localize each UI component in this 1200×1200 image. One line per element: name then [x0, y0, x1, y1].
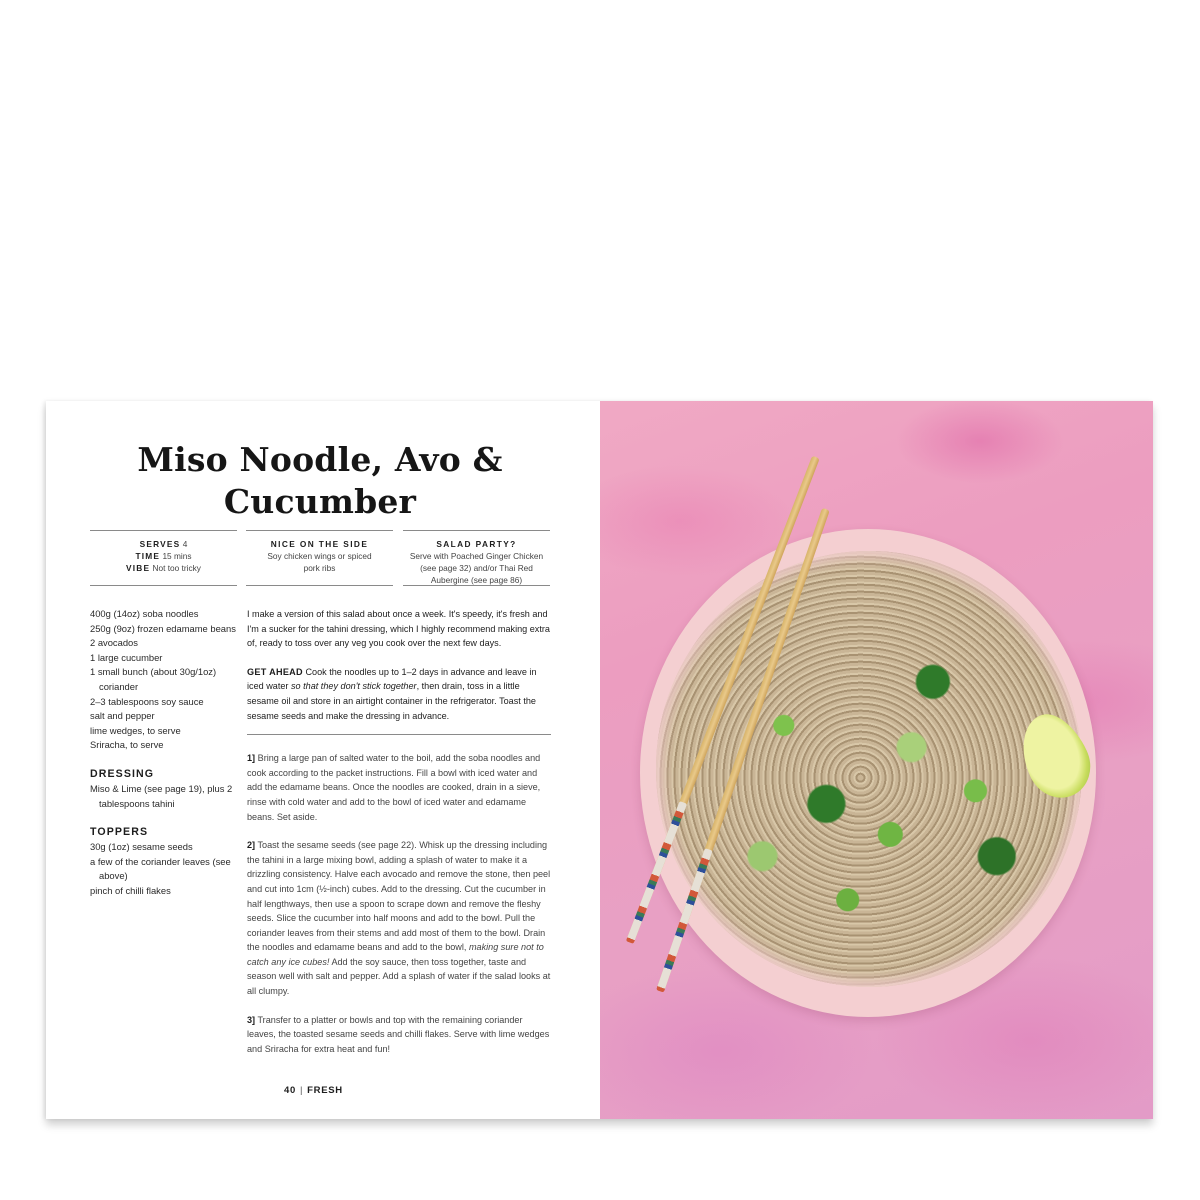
dressing-heading: DRESSING — [90, 767, 155, 780]
side-heading: NICE ON THE SIDE — [270, 539, 369, 549]
toppers-heading: TOPPERS — [90, 826, 149, 839]
intro-paragraph: I make a version of this salad about once a week. It's speedy, it's fresh and I'm a sucker for the tahini dressing, which I highly recommend making extra of, ready to toss over any veg you cook over the next few days. — [247, 609, 550, 649]
get-ahead-paragraph — [247, 665, 551, 723]
page-number: 40 — [284, 1085, 296, 1096]
ingredient-item: lime wedges, to serve — [90, 724, 181, 736]
dressing-item: Miso & Lime (see page 19), plus 2 tablespoons tahini — [90, 782, 233, 809]
vibe-label: VIBE — [126, 563, 151, 573]
step-text-italic: making sure not to catch any ice cubes! — [247, 942, 544, 967]
salad-party-box — [403, 530, 550, 586]
ingredient-item: 400g (14oz) soba noodles — [90, 608, 199, 619]
page-folio — [284, 1085, 343, 1096]
folio-separator: | — [299, 1085, 304, 1096]
recipe-title: Miso Noodle, Avo & Cucumber — [137, 440, 503, 521]
ingredient-item: Sriracha, to serve — [90, 739, 164, 751]
recipe-page — [46, 401, 600, 1119]
get-ahead-text: Cook the noodles up to 1–2 days in advance and leave in iced water — [247, 666, 537, 692]
ingredient-list — [90, 607, 240, 753]
step-number: 1] — [247, 753, 256, 764]
serves-time-vibe-box — [90, 530, 237, 586]
section-name: FRESH — [307, 1085, 343, 1096]
step-number: 3] — [247, 1014, 256, 1025]
bowl-image — [640, 529, 1096, 1017]
step-number: 2] — [247, 840, 256, 851]
ingredient-item: 2–3 tablespoons soy sauce — [90, 695, 204, 707]
method-step — [247, 751, 551, 824]
method-step — [247, 838, 551, 999]
bowl-rim-shading — [656, 551, 1082, 987]
step-text-end: Add the soy sauce, then toss together, taste and season well with salt and pepper. Add a splash of water if the salad looks at all clumpy. — [247, 956, 551, 997]
food-photo — [600, 401, 1153, 1119]
get-ahead-text-end: , then drain, toss in a little sesame oil and store in an airtight container in the refrigerator. Toast the sesame seeds and make the dressing in advance. — [247, 681, 536, 721]
ingredient-item: 1 small bunch (about 30g/1oz) coriander — [90, 666, 217, 692]
step-text: Transfer to a platter or bowls and top with the remaining coriander leaves, the toasted sesame seeds and chilli flakes. Serve with lime wedges and Sriracha for extra heat and fun! — [247, 1014, 550, 1054]
time-value: 15 mins — [162, 551, 192, 561]
noodle-salad-image — [656, 551, 1082, 987]
serves-label: SERVES — [139, 539, 181, 549]
section-divider — [247, 734, 551, 735]
method-column — [247, 607, 551, 1070]
recipe-info-row — [90, 530, 550, 588]
vibe-value: Not too tricky — [152, 563, 201, 573]
get-ahead-label: GET AHEAD — [247, 666, 303, 677]
get-ahead-italic: so that they don't stick together — [290, 681, 417, 692]
ingredient-item: salt and pepper — [90, 710, 155, 722]
step-text: Bring a large pan of salted water to the boil, add the soba noodles and cook according to the packet instructions. Fill a bowl with iced water and add the edamame beans. Once the noodles are cooked, drain in a sieve, rinse with cold water and add to the bowl of iced water and edamame beans. Set aside. — [247, 753, 541, 822]
time-label: TIME — [135, 551, 161, 561]
ingredient-item: 250g (9oz) frozen edamame beans — [90, 622, 236, 634]
party-text: Serve with Poached Ginger Chicken (see page 32) and/or Thai Red Aubergine (see page 86) — [409, 551, 544, 585]
ingredient-item: 1 large cucumber — [90, 651, 163, 663]
party-heading: SALAD PARTY? — [436, 539, 517, 549]
topper-item: 30g (1oz) sesame seeds — [90, 841, 193, 853]
step-text: Toast the sesame seeds (see page 22). Whisk up the dressing including the tahini in a large mixing bowl, adding a splash of water to make it a drizzling consistency. Halve each avocado and remove the stone, then peel and cut into 1cm (½-inch) cubes. Add to the dressing. Cut the cucumber in half lengthways, then use a spoon to scrape down and remove the fleshy seeds. Slice the cucumber into half moons and add to the bowl. Pull the coriander leaves from their stems and add most of them to the bowl. Drain the noodles and edamame beans and add to the bowl, — [247, 840, 551, 953]
side-text: Soy chicken wings or spiced pork ribs — [267, 551, 372, 573]
topper-item: pinch of chilli flakes — [90, 884, 171, 896]
method-step — [247, 1013, 551, 1057]
ingredient-item: 2 avocados — [90, 637, 138, 649]
book-spread — [46, 401, 1153, 1119]
ingredients-column — [90, 607, 240, 899]
serves-value: 4 — [182, 539, 188, 549]
method-steps — [247, 751, 551, 1056]
topper-item: a few of the coriander leaves (see above) — [90, 855, 231, 882]
nice-on-the-side-box — [246, 530, 393, 586]
